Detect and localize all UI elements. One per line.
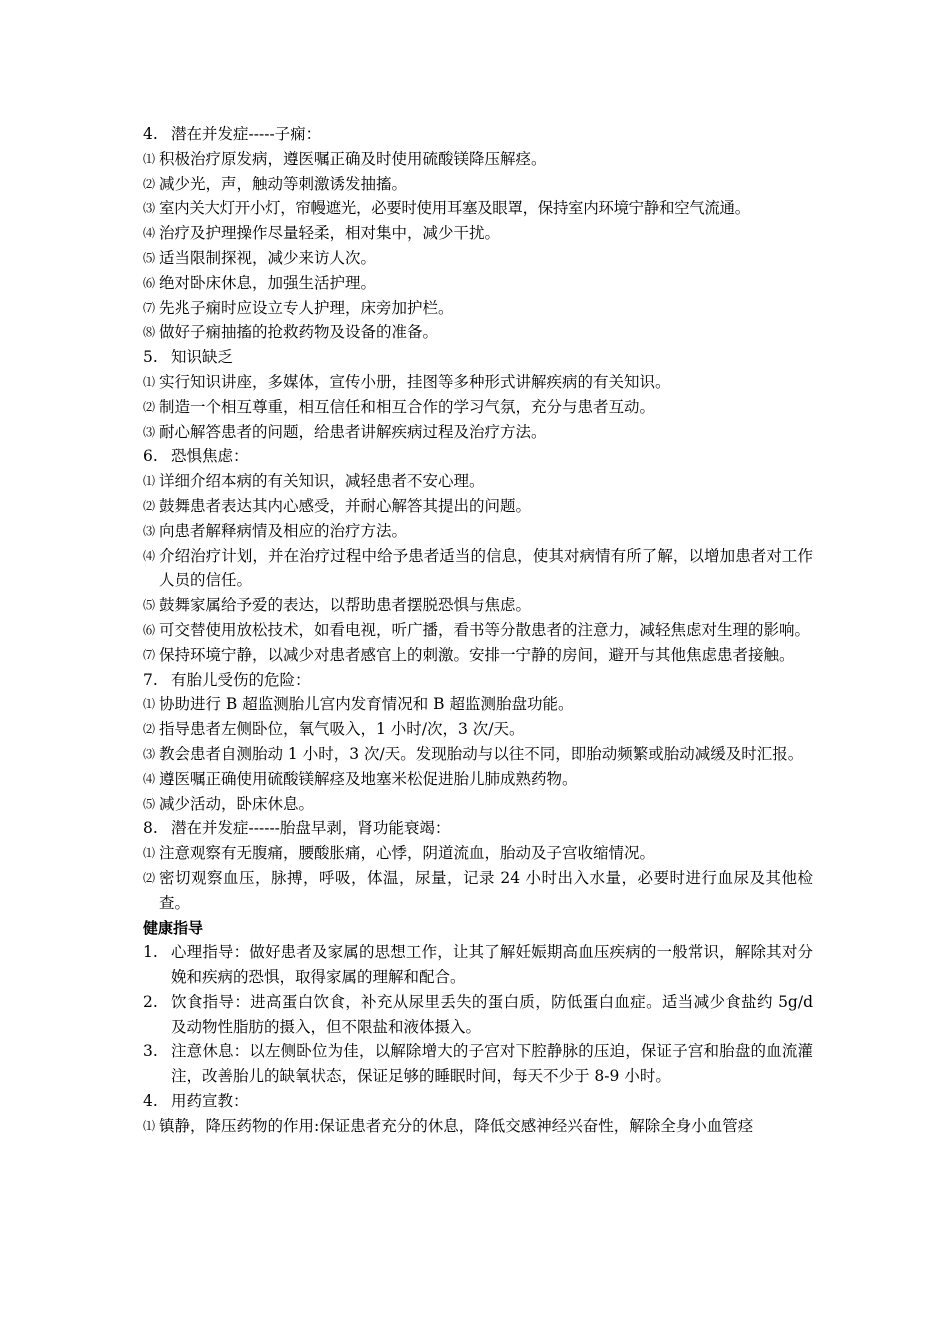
health-guidance-heading: 健康指导 bbox=[143, 918, 204, 937]
item-text: 协助进行 B 超监测胎儿宫内发育情况和 B 超监测胎盘功能。 bbox=[159, 695, 574, 714]
item-marker: ⑴ bbox=[143, 374, 156, 389]
item-marker: ⑴ bbox=[143, 846, 156, 861]
list-item bbox=[143, 420, 813, 445]
item-marker: ⑸ bbox=[143, 250, 156, 265]
item-text: 饮食指导：进高蛋白饮食，补充从尿里丢失的蛋白质，防低蛋白血症。适当减少食盐约 5g/d 及动物性脂肪的摄入，但不限盐和液体摄入。 bbox=[171, 992, 813, 1036]
item-marker: ⑶ bbox=[143, 523, 156, 538]
item-marker: ⑵ bbox=[143, 399, 156, 414]
section-heading bbox=[143, 122, 813, 147]
section-number: 5. bbox=[143, 348, 158, 367]
item-text: 详细介绍本病的有关知识，减轻患者不安心理。 bbox=[159, 472, 485, 491]
item-text: 积极治疗原发病，遵医嘱正确及时使用硫酸镁降压解痉。 bbox=[159, 149, 547, 168]
list-item bbox=[143, 544, 813, 594]
item-text: 保持环境宁静，以减少对患者感官上的刺激。安排一宁静的房间，避开与其他焦虑患者接触。 bbox=[159, 645, 795, 664]
item-marker: ⑵ bbox=[143, 498, 156, 513]
item-marker: ⑹ bbox=[143, 622, 156, 637]
item-marker: ⑷ bbox=[143, 771, 156, 786]
list-item bbox=[143, 147, 813, 172]
section-heading bbox=[143, 668, 813, 693]
item-text: 用药宣教： bbox=[171, 1092, 249, 1111]
list-item bbox=[143, 320, 813, 345]
document-body bbox=[143, 122, 813, 1139]
item-text: 实行知识讲座，多媒体，宣传小册，挂图等多种形式讲解疾病的有关知识。 bbox=[159, 372, 671, 391]
list-item bbox=[143, 618, 813, 643]
section-title: 潜在并发症-----子痫： bbox=[171, 125, 322, 143]
section-number: 7. bbox=[143, 670, 158, 689]
numbered-item bbox=[143, 990, 813, 1040]
item-text: 指导患者左侧卧位，氧气吸入，1 小时/次，3 次/天。 bbox=[159, 720, 525, 739]
item-marker: ⑺ bbox=[143, 300, 156, 315]
list-item bbox=[143, 1114, 813, 1139]
list-item bbox=[143, 593, 813, 618]
item-text: 遵医嘱正确使用硫酸镁解痉及地塞米松促进胎儿肺成熟药物。 bbox=[159, 769, 578, 788]
item-text: 做好子痫抽搐的抢救药物及设备的准备。 bbox=[159, 323, 439, 342]
numbered-item bbox=[143, 1089, 813, 1114]
item-text: 先兆子痫时应设立专人护理，床旁加护栏。 bbox=[159, 298, 454, 317]
item-number: 3. bbox=[143, 1042, 158, 1061]
section-number: 4. bbox=[143, 125, 158, 143]
item-text: 耐心解答患者的问题，给患者讲解疾病过程及治疗方法。 bbox=[159, 422, 547, 441]
item-marker: ⑴ bbox=[143, 697, 156, 712]
list-item bbox=[143, 221, 813, 246]
section-title: 恐惧焦虑： bbox=[171, 447, 249, 466]
list-item bbox=[143, 172, 813, 197]
item-text: 绝对卧床休息，加强生活护理。 bbox=[159, 273, 377, 292]
item-marker: ⑵ bbox=[143, 722, 156, 737]
item-text: 密切观察血压，脉搏，呼吸，体温，尿量，记录 24 小时出入水量，必要时进行血尿及其他检查。 bbox=[159, 868, 813, 912]
item-text: 治疗及护理操作尽量轻柔，相对集中，减少干扰。 bbox=[159, 224, 501, 243]
item-text: 室内关大灯开小灯，帘幔遮光，必要时使用耳塞及眼罩，保持室内环境宁静和空气流通。 bbox=[159, 199, 750, 218]
item-text: 向患者解释病情及相应的治疗方法。 bbox=[159, 521, 408, 540]
item-marker: ⑵ bbox=[143, 870, 156, 885]
section-number: 8. bbox=[143, 819, 158, 838]
item-text: 注意休息：以左侧卧位为佳，以解除增大的子宫对下腔静脉的压迫，保证子宫和胎盘的血流灌注，改善胎儿的缺氧状态，保证足够的睡眠时间，每天不少于 8-9 小时。 bbox=[171, 1042, 813, 1086]
item-marker: ⑴ bbox=[143, 151, 156, 166]
list-item bbox=[143, 469, 813, 494]
item-marker: ⑶ bbox=[143, 201, 156, 216]
item-marker: ⑶ bbox=[143, 746, 156, 761]
item-marker: ⑴ bbox=[143, 474, 156, 489]
section-title: 有胎儿受伤的危险： bbox=[171, 670, 311, 689]
item-text: 制造一个相互尊重，相互信任和相互合作的学习气氛，充分与患者互动。 bbox=[159, 397, 656, 416]
section-heading bbox=[143, 816, 813, 841]
list-item bbox=[143, 395, 813, 420]
item-marker: ⑸ bbox=[143, 598, 156, 613]
item-marker: ⑵ bbox=[143, 176, 156, 191]
item-marker: ⑷ bbox=[143, 548, 156, 563]
list-item bbox=[143, 717, 813, 742]
section-number: 6. bbox=[143, 447, 158, 466]
list-item bbox=[143, 792, 813, 817]
item-marker: ⑴ bbox=[143, 1118, 156, 1133]
item-marker: ⑺ bbox=[143, 647, 156, 662]
list-item bbox=[143, 866, 813, 916]
section-title: 潜在并发症------胎盘早剥，肾功能衰竭： bbox=[171, 819, 451, 838]
section-heading bbox=[143, 444, 813, 469]
item-text: 鼓舞家属给予爱的表达，以帮助患者摆脱恐惧与焦虑。 bbox=[159, 596, 532, 615]
list-item bbox=[143, 296, 813, 321]
list-item bbox=[143, 742, 813, 767]
item-number: 4. bbox=[143, 1092, 158, 1111]
list-item bbox=[143, 246, 813, 271]
item-number: 1. bbox=[143, 943, 158, 962]
item-text: 减少活动，卧床休息。 bbox=[159, 794, 315, 813]
list-item bbox=[143, 494, 813, 519]
list-item bbox=[143, 271, 813, 296]
item-text: 减少光，声，触动等刺激诱发抽搐。 bbox=[159, 174, 408, 193]
list-item bbox=[143, 196, 813, 221]
item-text: 可交替使用放松技术，如看电视，听广播，看书等分散患者的注意力，减轻焦虑对生理的影响。 bbox=[159, 620, 811, 639]
item-text: 鼓舞患者表达其内心感受，并耐心解答其提出的问题。 bbox=[159, 496, 532, 515]
list-item bbox=[143, 692, 813, 717]
section-title: 知识缺乏 bbox=[171, 348, 234, 367]
list-item bbox=[143, 767, 813, 792]
item-text: 适当限制探视，减少来访人次。 bbox=[159, 248, 377, 267]
list-item bbox=[143, 370, 813, 395]
item-text: 心理指导：做好患者及家属的思想工作，让其了解妊娠期高血压疾病的一般常识，解除其对分娩和疾病的恐惧，取得家属的理解和配合。 bbox=[171, 943, 813, 987]
list-item bbox=[143, 519, 813, 544]
numbered-item bbox=[143, 940, 813, 990]
item-number: 2. bbox=[143, 992, 158, 1011]
section-heading bbox=[143, 345, 813, 370]
item-marker: ⑹ bbox=[143, 275, 156, 290]
item-text: 介绍治疗计划，并在治疗过程中给予患者适当的信息，使其对病情有所了解，以增加患者对工作人员的信任。 bbox=[159, 546, 813, 590]
item-marker: ⑷ bbox=[143, 226, 156, 241]
list-item bbox=[143, 643, 813, 668]
item-text: 教会患者自测胎动 1 小时，3 次/天。发现胎动与以往不同，即胎动频繁或胎动减缓及时汇报。 bbox=[159, 744, 804, 763]
item-marker: ⑶ bbox=[143, 424, 156, 439]
item-text: 镇静，降压药物的作用:保证患者充分的休息，降低交感神经兴奋性，解除全身小血管痉 bbox=[159, 1116, 754, 1135]
list-item bbox=[143, 841, 813, 866]
item-marker: ⑸ bbox=[143, 796, 156, 811]
numbered-item bbox=[143, 1039, 813, 1089]
item-text: 注意观察有无腹痛，腰酸胀痛，心悸，阴道流血，胎动及子宫收缩情况。 bbox=[159, 844, 656, 863]
item-marker: ⑻ bbox=[143, 325, 156, 340]
